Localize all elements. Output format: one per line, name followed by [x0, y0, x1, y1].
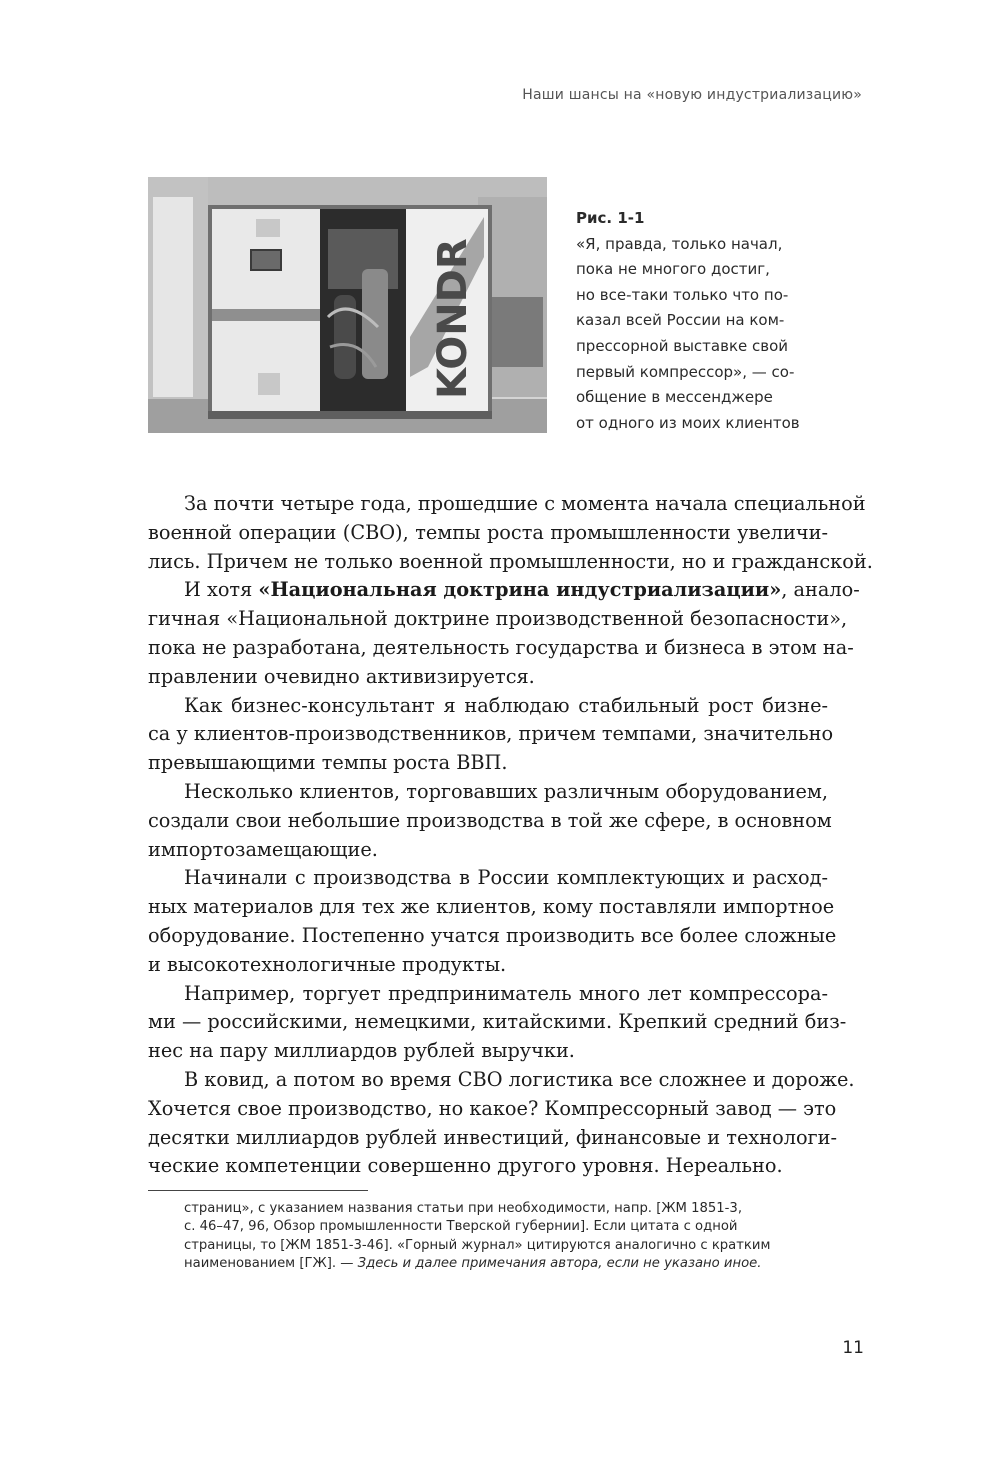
text-line: гичная «Национальной доктрине производственной безопасности», — [148, 607, 848, 631]
text-line: правлении очевидно активизируется. — [148, 664, 535, 688]
text-line: ми — российскими, немецкими, китайскими. Крепкий средний биз- — [148, 1010, 847, 1034]
text-run: наименованием [ГЖ]. — — [184, 1256, 358, 1272]
paragraph-5 — [148, 864, 837, 979]
text-line: Начинали с производства в России комплектующих и расход- — [184, 866, 828, 890]
paragraph-6 — [148, 980, 847, 1066]
text-line: са у клиентов-производственников, причем темпами, значительно — [148, 722, 834, 746]
caption-line: прессорной выставке свой — [576, 336, 789, 355]
footnote-line: страниц», с указанием названия статьи при необходимости, напр. [ЖМ 1851-3, — [184, 1201, 743, 1216]
caption-line: первый компрессор», — со- — [576, 362, 795, 381]
text-line: Несколько клиентов, торговавших различным оборудованием, — [184, 779, 828, 803]
caption-line: но все-таки только что по- — [576, 285, 789, 304]
compressor-photo-image — [148, 177, 547, 433]
figure-caption — [576, 206, 836, 436]
footnotes — [184, 1200, 829, 1274]
text-line: Например, торгует предприниматель много лет компрессора- — [184, 981, 828, 1005]
paragraph-1 — [148, 490, 873, 576]
caption-line: «Я, правда, только начал, — [576, 234, 783, 253]
text-line: и высокотехнологичные продукты. — [148, 952, 507, 976]
paragraph-3 — [148, 692, 834, 778]
text-line: импортозамещающие. — [148, 837, 378, 861]
figure-photo-compressor — [148, 177, 547, 433]
text-line: десятки миллиардов рублей инвестиций, финансовые и технологи- — [148, 1125, 838, 1149]
body-text — [148, 490, 873, 1181]
text-line: нес на пару миллиардов рублей выручки. — [148, 1039, 575, 1063]
brand-text: KONDR — [430, 238, 476, 399]
caption-line: общение в мессенджере — [576, 388, 773, 407]
text-run: И хотя — [184, 578, 259, 602]
text-line: В ковид, а потом во время СВО логистика все сложнее и дороже. — [184, 1067, 855, 1091]
caption-line: пока не многого достиг, — [576, 260, 770, 279]
text-line: военной операции (СВО), темпы роста промышленности увеличи- — [148, 520, 828, 544]
text-line: создали свои небольшие производства в той же сфере, в основном — [148, 808, 832, 832]
author-note-italic: Здесь и далее примечания автора, если не указано иное. — [357, 1256, 762, 1272]
caption-line: от одного из моих клиентов — [576, 413, 800, 432]
caption-line: казал всей России на ком- — [576, 311, 785, 330]
page-number: 11 — [842, 1338, 864, 1358]
paragraph-4 — [148, 778, 832, 864]
text-line: лись. Причем не только военной промышленности, но и гражданской. — [148, 549, 873, 573]
paragraph-2 — [148, 576, 860, 691]
paragraph-7 — [148, 1066, 855, 1181]
text-line: превышающими темпы роста ВВП. — [148, 751, 508, 775]
figure-label: Рис. 1-1 — [576, 209, 645, 227]
text-line — [148, 576, 860, 605]
text-line: оборудование. Постепенно учатся производить все более сложные — [148, 923, 837, 947]
footnote-line: с. 46–47, 96, Обзор промышленности Тверской губернии]. Если цитата с одной — [184, 1219, 738, 1235]
running-head: Наши шансы на «новую индустриализацию» — [522, 87, 862, 103]
text-line: Как бизнес-консультант я наблюдаю стабильный рост бизне- — [184, 693, 828, 717]
text-line: Хочется свое производство, но какое? Компрессорный завод — это — [148, 1096, 837, 1120]
footnote-divider — [148, 1190, 368, 1191]
footnote-line — [184, 1255, 829, 1273]
text-run: , анало- — [781, 578, 860, 602]
text-line: пока не разработана, деятельность государства и бизнеса в этом на- — [148, 635, 854, 659]
text-line: ных материалов для тех же клиентов, кому поставляли импортное — [148, 895, 835, 919]
text-line: За почти четыре года, прошедшие с момента начала специальной — [184, 492, 866, 515]
footnote-line: страницы, то [ЖМ 1851-3-46]. «Горный журнал» цитируются аналогично с кратким — [184, 1237, 771, 1253]
text-line: ческие компетенции совершенно другого уровня. Нереально. — [148, 1154, 783, 1178]
doctrine-title-bold: «Национальная доктрина индустриализации» — [258, 578, 782, 602]
